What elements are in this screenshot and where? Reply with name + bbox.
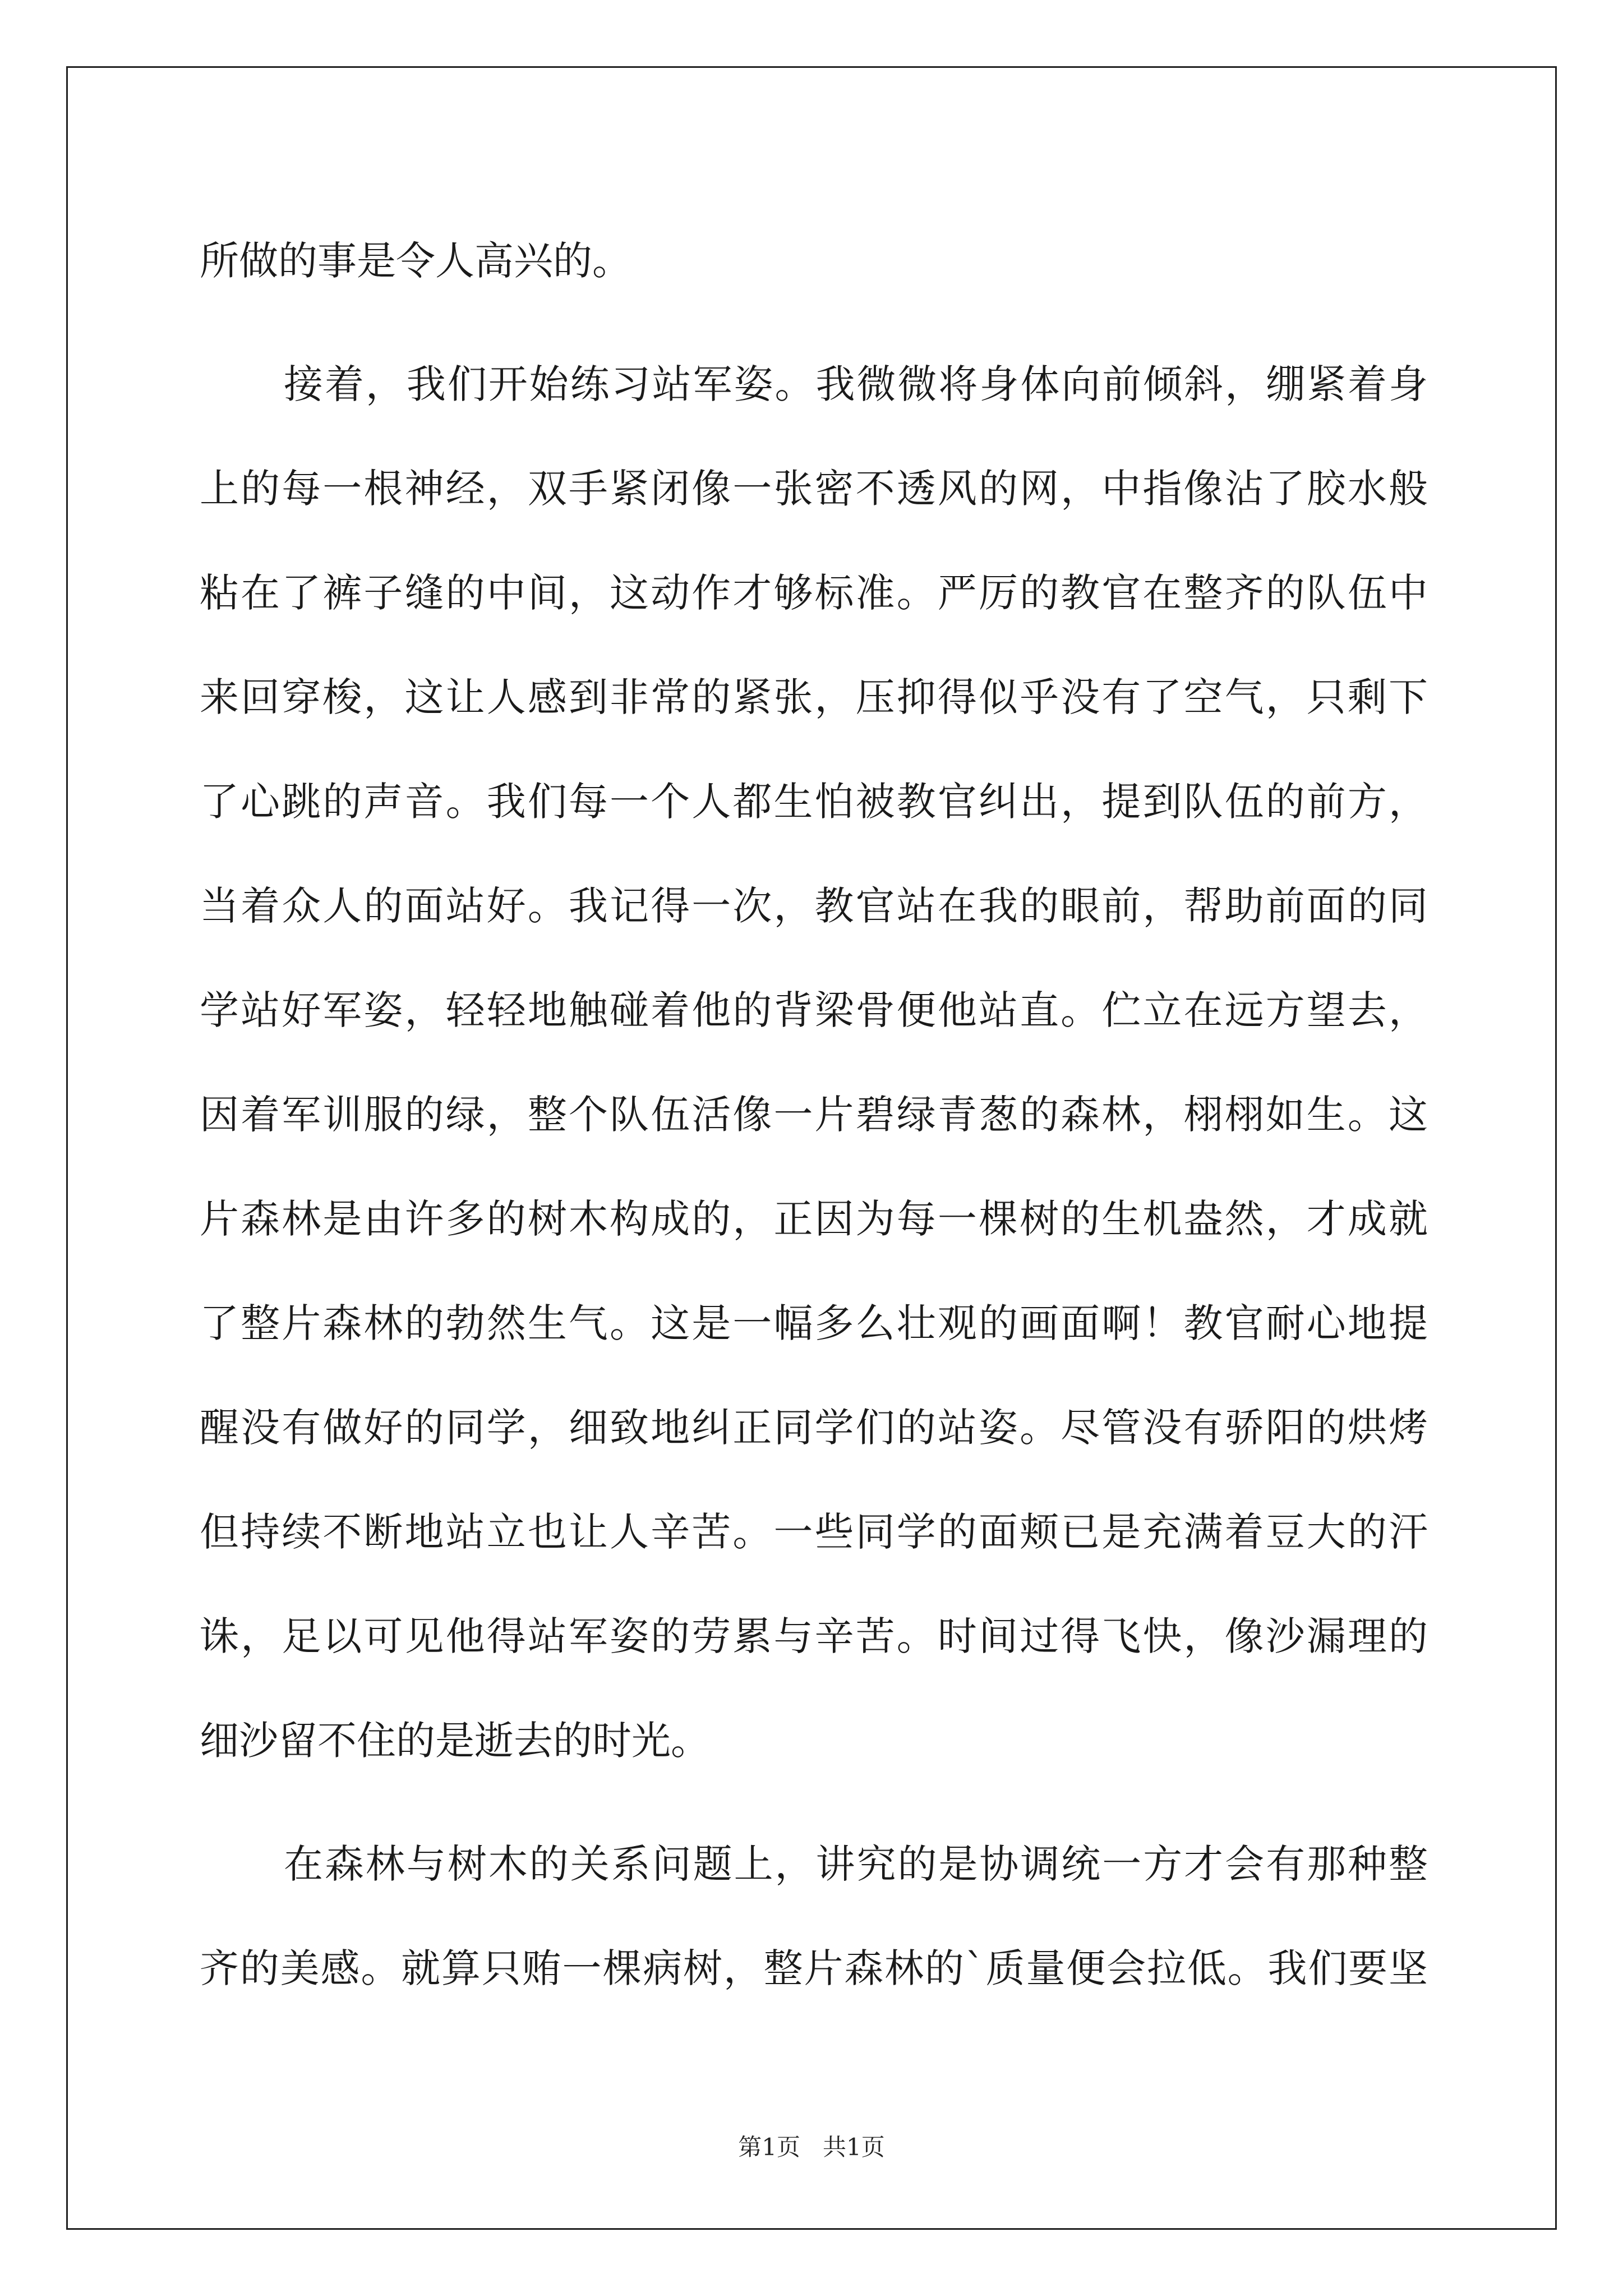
text-line: 接着，我们开始练习站军姿。我微微将身体向前倾斜，绷紧着身 — [284, 361, 1428, 407]
text-line: 齐的美感。就算只贿一棵病树，整片森林的`质量便会拉低。我们要坚 — [200, 1945, 1428, 1991]
text-line: 因着军训服的绿，整个队伍活像一片碧绿青葱的森林，栩栩如生。这 — [200, 1092, 1428, 1138]
page-total: 共1页 — [823, 2133, 885, 2161]
text-line: 片森林是由许多的树木构成的，正因为每一棵树的生机盎然，才成就 — [200, 1196, 1428, 1242]
text-line: 醒没有做好的同学，细致地纠正同学们的站姿。尽管没有骄阳的烘烤 — [200, 1405, 1428, 1451]
document-body — [200, 209, 1428, 2021]
text-line: 来回穿梭，这让人感到非常的紧张，压抑得似乎没有了空气，只剩下 — [200, 674, 1428, 720]
page-number: 第1页 — [738, 2133, 800, 2161]
paragraph-gap — [200, 313, 1428, 332]
text-line: 了整片森林的勃然生气。这是一幅多么壮观的画面啊！教官耐心地提 — [200, 1300, 1428, 1346]
text-line: 了心跳的声音。我们每一个人都生怕被教官纠出，提到队伍的前方， — [200, 779, 1428, 825]
text-line: 细沙留不住的是逝去的时光。 — [200, 1718, 710, 1764]
text-line: 但持续不断地站立也让人辛苦。一些同学的面颊已是充满着豆大的汗 — [200, 1509, 1428, 1555]
text-line: 学站好军姿，轻轻地触碰着他的背梁骨便他站直。伫立在远方望去， — [200, 987, 1428, 1033]
text-line: 当着众人的面站好。我记得一次，教官站在我的眼前，帮助前面的同 — [200, 883, 1428, 929]
text-line: 在森林与树木的关系问题上，讲究的是协调统一方才会有那种整 — [284, 1841, 1428, 1887]
text-line: 粘在了裤子缝的中间，这动作才够标准。严厉的教官在整齐的队伍中 — [200, 570, 1428, 616]
paragraph-gap — [200, 1793, 1428, 1812]
page-footer — [0, 2131, 1623, 2164]
text-line: 上的每一根神经，双手紧闭像一张密不透风的网，中指像沾了胶水般 — [200, 466, 1428, 512]
text-line: 所做的事是令人高兴的。 — [200, 238, 631, 284]
text-line: 诛，足以可见他得站军姿的劳累与辛苦。时间过得飞快，像沙漏理的 — [200, 1613, 1428, 1659]
